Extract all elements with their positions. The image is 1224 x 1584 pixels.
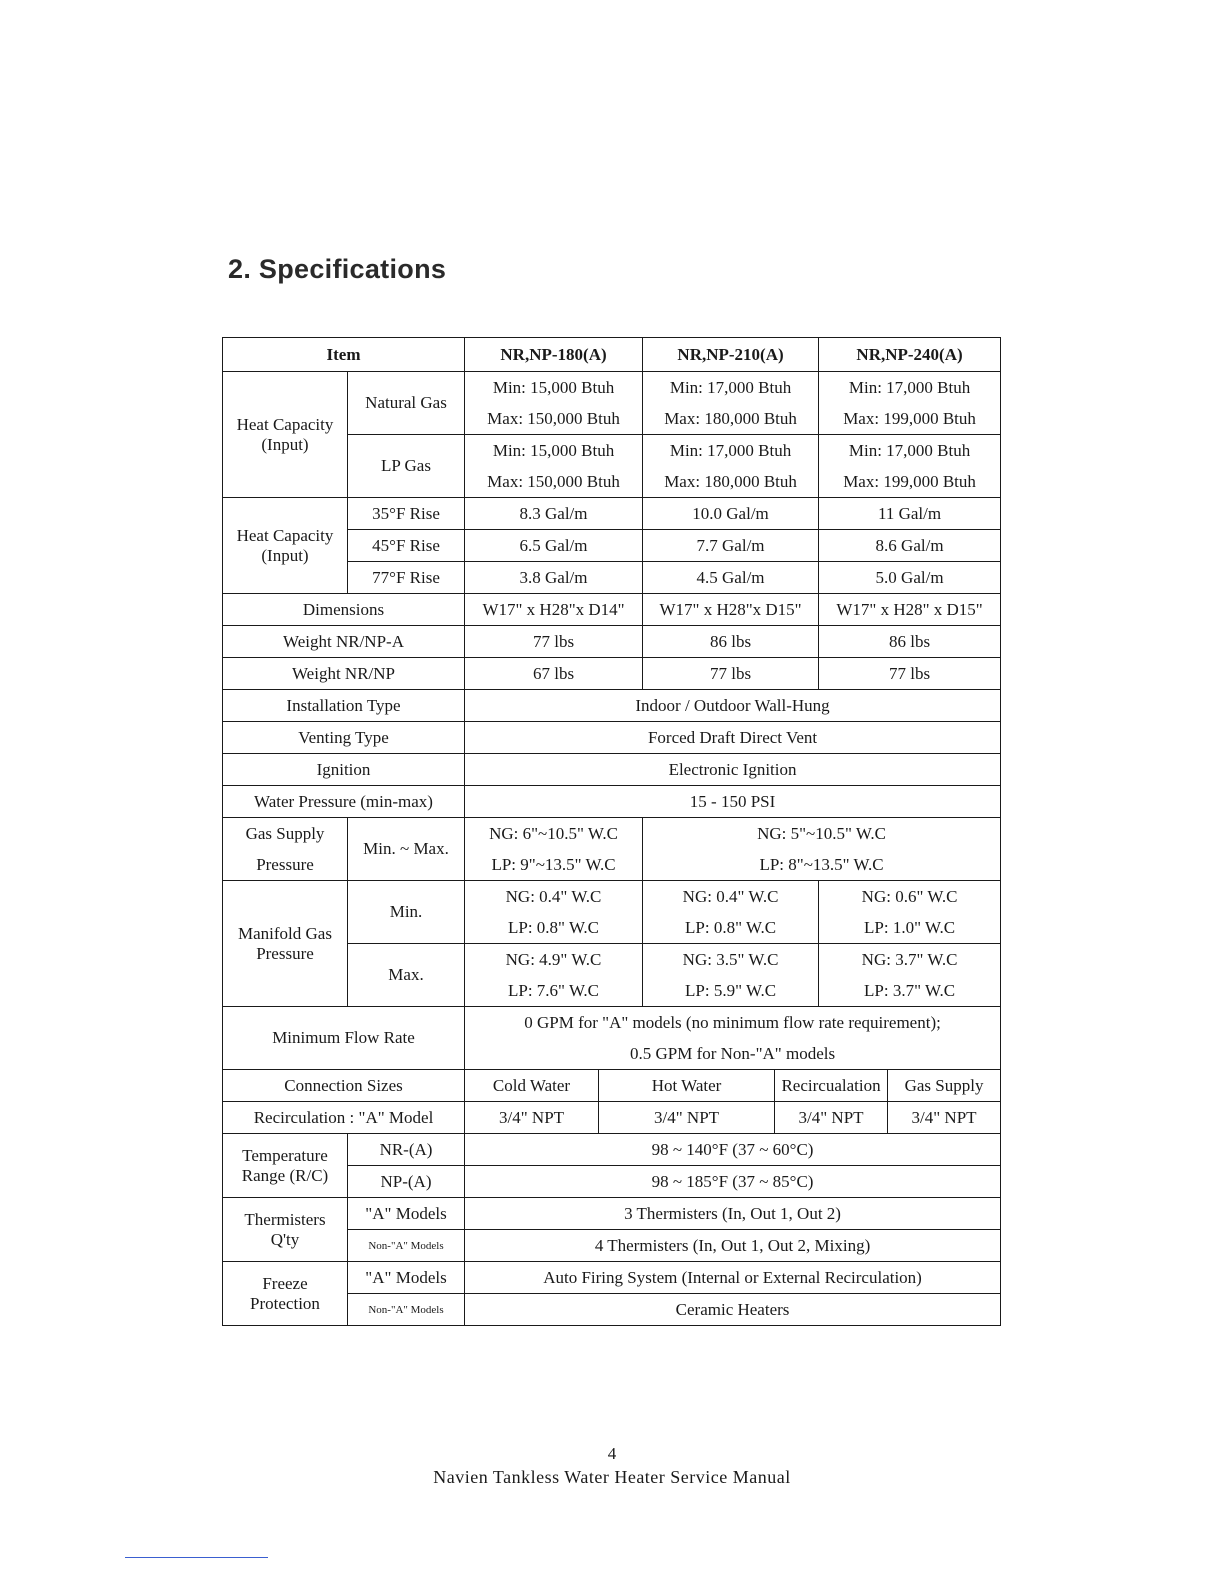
page-number: 4	[607, 1444, 617, 1463]
table-cell: 7.7 Gal/m	[643, 530, 819, 562]
connection-label: Connection Sizes	[223, 1070, 465, 1102]
table-row	[223, 881, 1001, 944]
table-cell: 67 lbs	[465, 658, 643, 690]
table-row	[223, 658, 1001, 690]
connection-header: Recircualation	[775, 1070, 888, 1101]
table-row	[223, 690, 1001, 722]
table-cell: Forced Draft Direct Vent	[465, 722, 1001, 754]
freeze-label: Freeze Protection	[223, 1262, 348, 1326]
min-flow-label: Minimum Flow Rate	[223, 1007, 465, 1070]
natural-gas-label: Natural Gas	[348, 372, 465, 435]
temperature-sub-label: NP-(A)	[348, 1166, 465, 1198]
installation-label: Installation Type	[223, 690, 465, 722]
table-cell: 4 Thermisters (In, Out 1, Out 2, Mixing)	[465, 1230, 1001, 1262]
table-cell: NG: 3.7" W.C LP: 3.7" W.C	[819, 944, 1001, 1007]
table-cell: 11 Gal/m	[819, 498, 1001, 530]
thermisters-label: Thermisters Q'ty	[223, 1198, 348, 1262]
connection-header: Cold Water	[465, 1070, 599, 1102]
table-cell: 77 lbs	[819, 658, 1001, 690]
table-cell: Min: 15,000 Btuh Max: 150,000 Btuh	[465, 435, 643, 498]
table-cell: NG: 0.4" W.C LP: 0.8" W.C	[465, 881, 643, 944]
table-cell: Indoor / Outdoor Wall-Hung	[465, 690, 1001, 722]
table-cell: 10.0 Gal/m	[643, 498, 819, 530]
table-cell: 0 GPM for "A" models (no minimum flow rate requirement); 0.5 GPM for Non-"A" models	[465, 1007, 1001, 1070]
table-row	[223, 626, 1001, 658]
lp-gas-label: LP Gas	[348, 435, 465, 498]
table-cell: 6.5 Gal/m	[465, 530, 643, 562]
heat-capacity-rise-label: Heat Capacity (Input)	[223, 498, 348, 594]
venting-label: Venting Type	[223, 722, 465, 754]
table-cell: NG: 6"~10.5" W.C LP: 9"~13.5" W.C	[465, 818, 643, 881]
table-cell: 4.5 Gal/m	[643, 562, 819, 594]
rise-label: 45°F Rise	[348, 530, 465, 562]
table-cell: 77 lbs	[465, 626, 643, 658]
connection-header: Gas Supply	[904, 1076, 984, 1095]
footer-text: Navien Tankless Water Heater Service Manual	[433, 1467, 791, 1487]
table-row	[223, 818, 1001, 881]
table-cell: Min: 15,000 Btuh Max: 150,000 Btuh	[465, 372, 643, 435]
table-row	[223, 1007, 1001, 1070]
table-cell: 8.3 Gal/m	[465, 498, 643, 530]
table-row	[223, 722, 1001, 754]
table-cell: Ceramic Heaters	[465, 1294, 1001, 1326]
temperature-label: Temperature Range (R/C)	[223, 1134, 348, 1198]
section-title: 2. Specifications	[228, 254, 447, 284]
rise-label: 35°F Rise	[348, 498, 465, 530]
table-cell: 86 lbs	[643, 626, 819, 658]
footer-rule	[125, 1557, 268, 1558]
dimensions-label: Dimensions	[223, 594, 465, 626]
table-cell-split	[775, 1070, 1001, 1102]
table-row	[223, 498, 1001, 530]
gas-supply-label: Gas Supply Pressure	[223, 818, 348, 881]
temperature-sub-label: NR-(A)	[348, 1134, 465, 1166]
table-row	[223, 594, 1001, 626]
table-row	[223, 1134, 1001, 1166]
ignition-label: Ignition	[223, 754, 465, 786]
table-cell: 8.6 Gal/m	[819, 530, 1001, 562]
connection-sub-label: Recirculation : "A" Model	[223, 1102, 465, 1134]
table-cell: Min: 17,000 Btuh Max: 199,000 Btuh	[819, 372, 1001, 435]
table-cell: Min: 17,000 Btuh Max: 180,000 Btuh	[643, 435, 819, 498]
connection-header: Hot Water	[599, 1070, 775, 1102]
table-cell: Auto Firing System (Internal or External Recirculation)	[465, 1262, 1001, 1294]
table-cell: 3/4" NPT	[911, 1108, 977, 1127]
manifold-label: Manifold Gas Pressure	[223, 881, 348, 1007]
heat-capacity-label: Heat Capacity (Input)	[223, 372, 348, 498]
rise-label: 77°F Rise	[348, 562, 465, 594]
table-cell: 98 ~ 185°F (37 ~ 85°C)	[465, 1166, 1001, 1198]
table-cell: NG: 0.6" W.C LP: 1.0" W.C	[819, 881, 1001, 944]
table-row	[223, 1262, 1001, 1294]
table-cell: Min: 17,000 Btuh Max: 199,000 Btuh	[819, 435, 1001, 498]
header-model: NR,NP-180(A)	[465, 338, 643, 372]
table-cell: W17" x H28" x D15"	[819, 594, 1001, 626]
thermisters-sub-label: Non-"A" Models	[348, 1230, 465, 1262]
thermisters-sub-label: "A" Models	[348, 1198, 465, 1230]
table-cell: 3/4" NPT	[465, 1102, 599, 1134]
weight-label: Weight NR/NP	[223, 658, 465, 690]
freeze-sub-label: "A" Models	[348, 1262, 465, 1294]
manifold-min-label: Min.	[348, 881, 465, 944]
table-cell: Electronic Ignition	[465, 754, 1001, 786]
freeze-sub-label: Non-"A" Models	[348, 1294, 465, 1326]
gas-supply-sub-label: Min. ~ Max.	[348, 818, 465, 881]
table-row	[223, 786, 1001, 818]
weight-a-label: Weight NR/NP-A	[223, 626, 465, 658]
header-model: NR,NP-240(A)	[819, 338, 1001, 372]
manifold-max-label: Max.	[348, 944, 465, 1007]
header-item: Item	[223, 338, 465, 372]
table-row	[223, 1198, 1001, 1230]
table-cell: NG: 5"~10.5" W.C LP: 8"~13.5" W.C	[643, 818, 1001, 881]
table-row	[223, 754, 1001, 786]
table-cell: 3.8 Gal/m	[465, 562, 643, 594]
table-cell: 77 lbs	[643, 658, 819, 690]
table-cell: 3/4" NPT	[775, 1102, 888, 1133]
specifications-table	[222, 337, 1001, 1326]
table-cell: NG: 3.5" W.C LP: 5.9" W.C	[643, 944, 819, 1007]
header-model: NR,NP-210(A)	[643, 338, 819, 372]
table-cell-split	[775, 1102, 1001, 1134]
table-cell: 3 Thermisters (In, Out 1, Out 2)	[465, 1198, 1001, 1230]
table-cell: W17" x H28"x D15"	[643, 594, 819, 626]
table-header-row	[223, 338, 1001, 372]
table-cell: W17" x H28"x D14"	[465, 594, 643, 626]
table-cell: 15 - 150 PSI	[465, 786, 1001, 818]
table-cell: NG: 0.4" W.C LP: 0.8" W.C	[643, 881, 819, 944]
table-cell: 98 ~ 140°F (37 ~ 60°C)	[465, 1134, 1001, 1166]
table-cell: 5.0 Gal/m	[819, 562, 1001, 594]
table-row	[223, 1070, 1001, 1102]
table-cell: NG: 4.9" W.C LP: 7.6" W.C	[465, 944, 643, 1007]
table-cell: 86 lbs	[819, 626, 1001, 658]
table-row	[223, 1102, 1001, 1134]
table-row	[223, 372, 1001, 435]
table-cell: 3/4" NPT	[599, 1102, 775, 1134]
table-cell: Min: 17,000 Btuh Max: 180,000 Btuh	[643, 372, 819, 435]
water-pressure-label: Water Pressure (min-max)	[223, 786, 465, 818]
